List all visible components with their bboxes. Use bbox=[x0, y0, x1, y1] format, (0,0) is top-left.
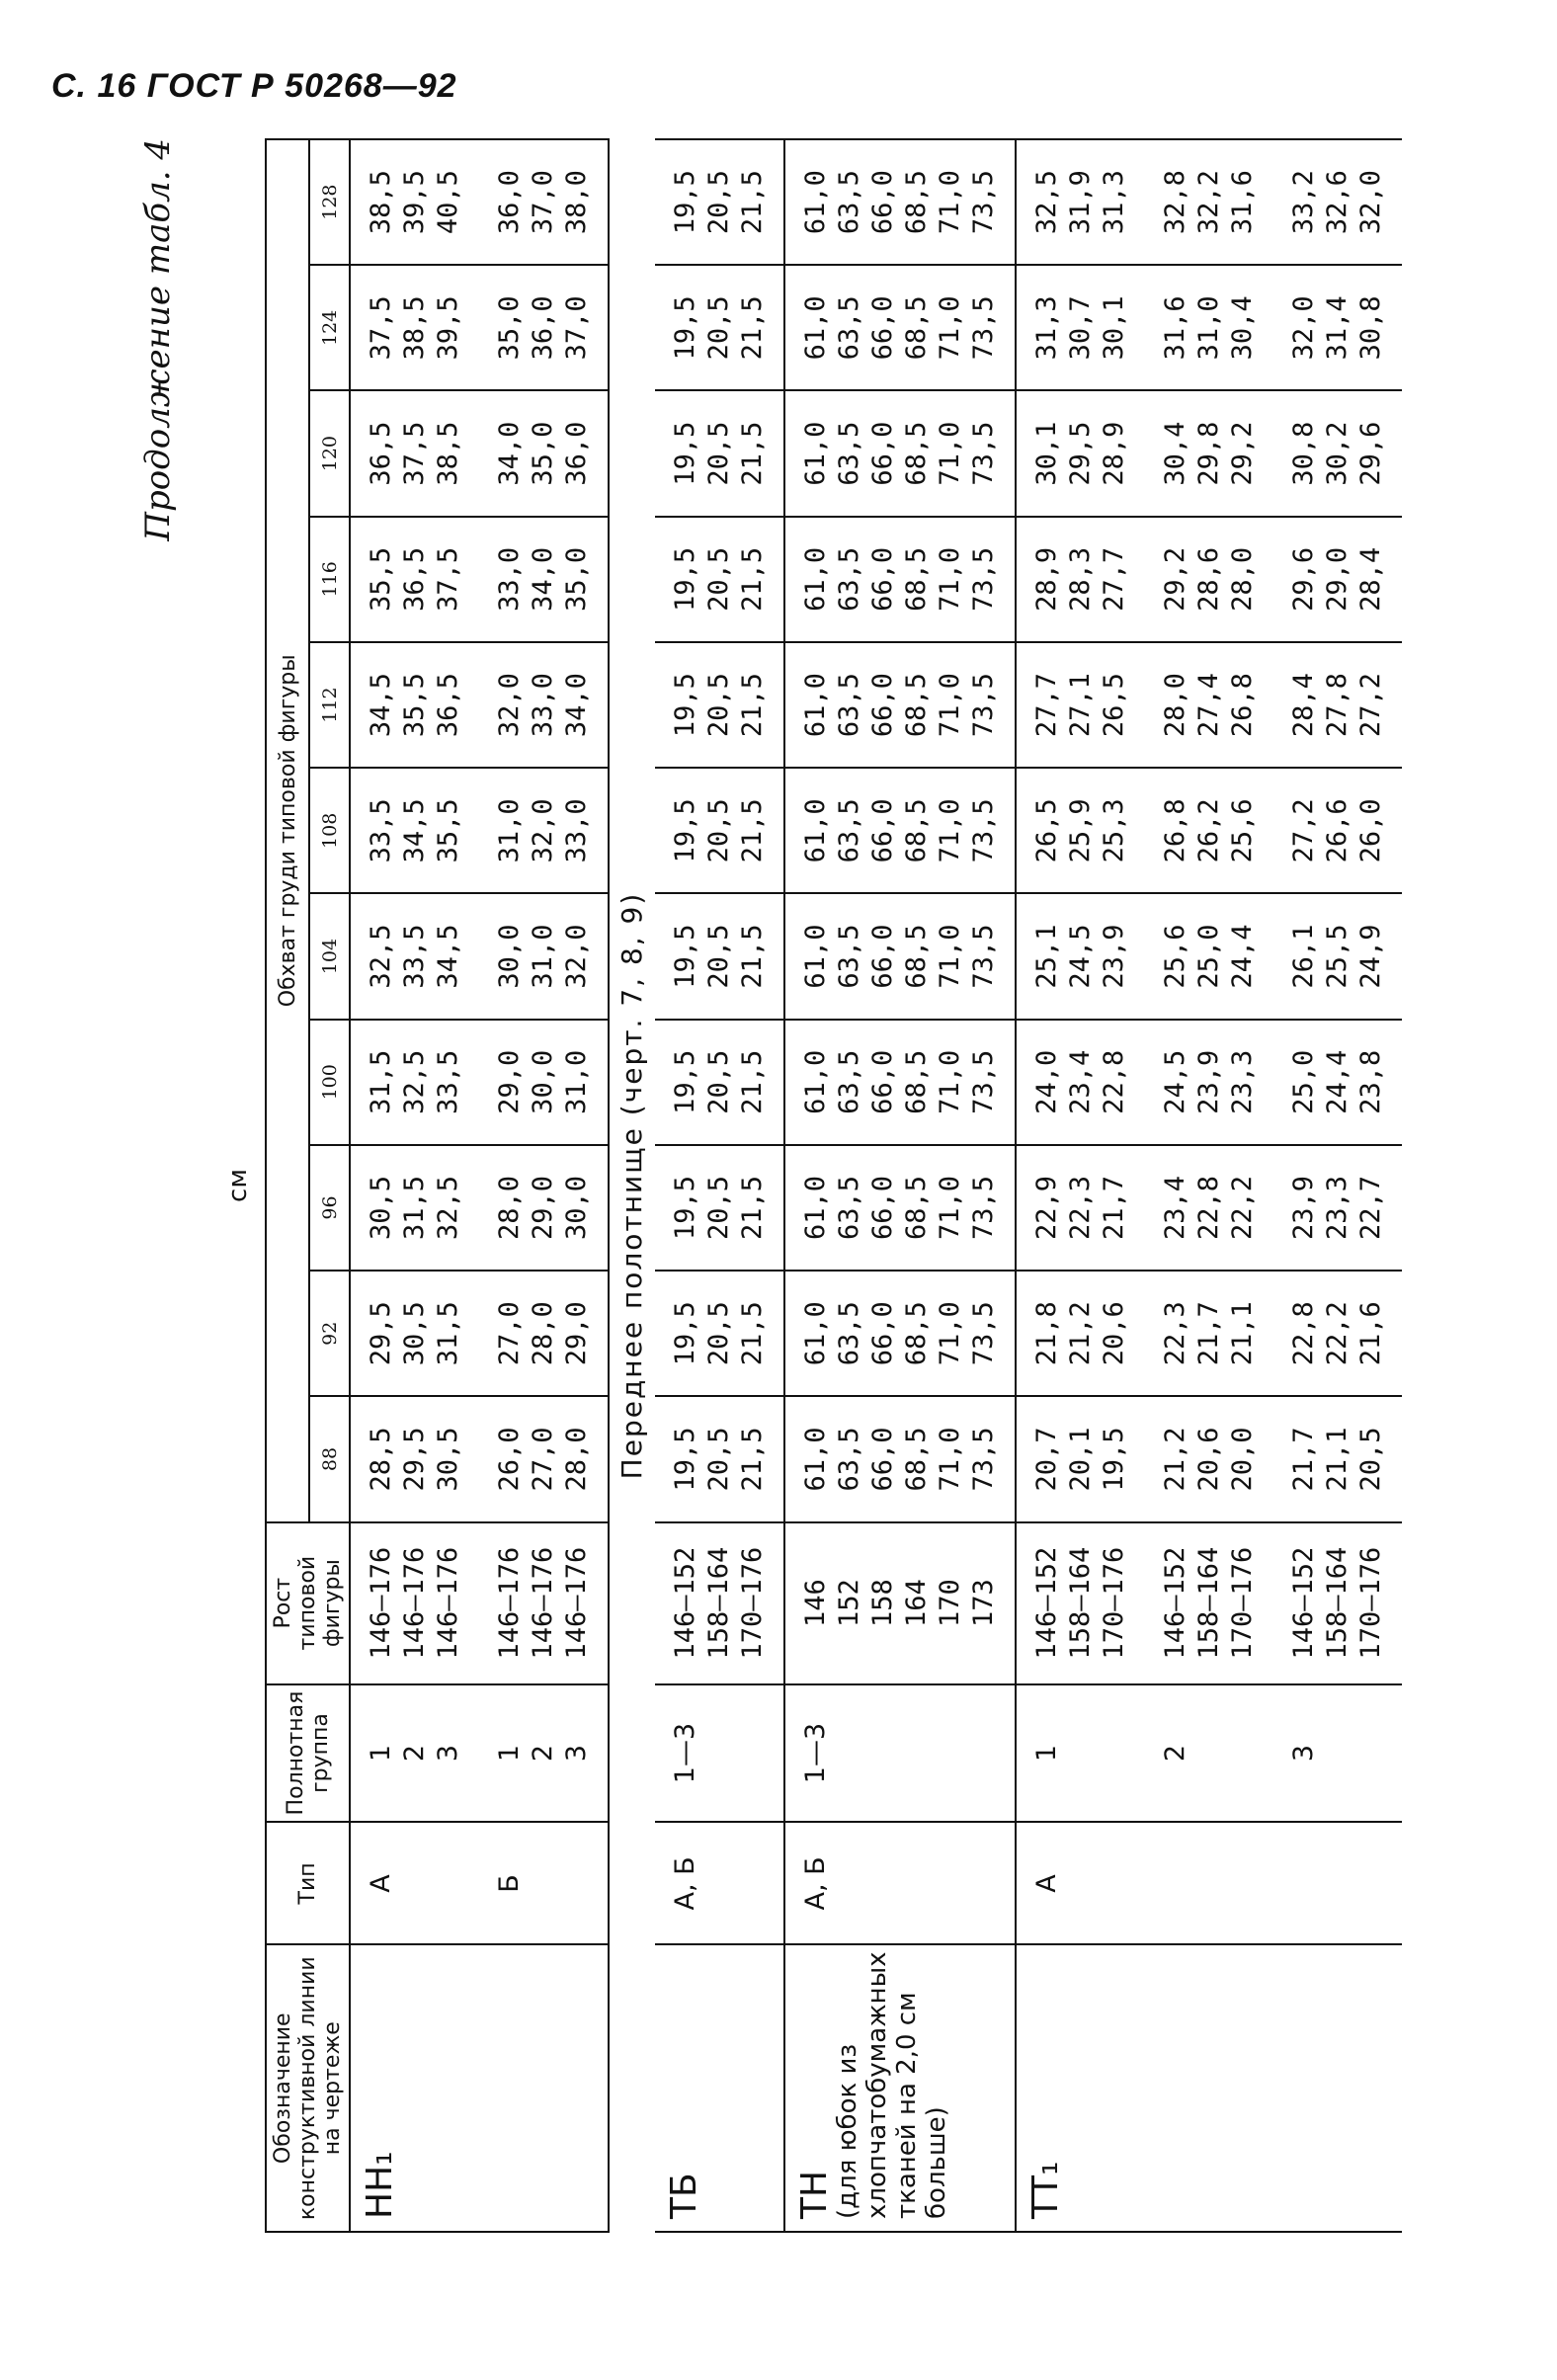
value-cell-text: 22,9 22,3 21,7 bbox=[1031, 1176, 1129, 1241]
value-cell bbox=[1145, 1396, 1273, 1521]
value-cell bbox=[784, 642, 1016, 768]
value-cell-text: 61,0 63,5 66,0 68,5 71,0 73,5 bbox=[800, 673, 999, 738]
value-cell bbox=[1016, 1396, 1145, 1521]
type-cell-text: А, Б bbox=[800, 1856, 831, 1911]
value-cell bbox=[479, 642, 609, 768]
group-cell-text: 3 bbox=[1288, 1744, 1319, 1763]
group-cell bbox=[1145, 1684, 1273, 1823]
value-cell bbox=[1145, 768, 1273, 893]
value-cell-text: 35,0 36,0 37,0 bbox=[494, 295, 592, 361]
value-cell bbox=[479, 391, 609, 517]
value-cell-text: 30,0 31,0 32,0 bbox=[494, 924, 592, 989]
value-cell bbox=[1145, 139, 1273, 265]
value-cell bbox=[655, 642, 784, 768]
value-cell-text: 36,5 37,5 38,5 bbox=[366, 421, 463, 486]
value-cell bbox=[1145, 391, 1273, 517]
table-row bbox=[350, 139, 479, 2232]
value-cell-text: 21,8 21,2 20,6 bbox=[1031, 1301, 1129, 1366]
height-cell-text: 146—152 158—164 170—176 bbox=[1288, 1546, 1386, 1660]
value-cell bbox=[1145, 642, 1273, 768]
section-title: Переднее полотнище (черт. 7, 8, 9) bbox=[609, 139, 655, 2232]
value-cell-text: 19,5 20,5 21,5 bbox=[670, 421, 768, 486]
value-cell-text: 24,5 23,9 23,3 bbox=[1160, 1049, 1258, 1114]
designation-cell-text: НН₁ bbox=[360, 2151, 400, 2219]
group-cell bbox=[1016, 1684, 1145, 1823]
value-cell bbox=[479, 893, 609, 1019]
designation-note: (для юбок из хлопчатобумажных тканей на 2,0 см больше) bbox=[833, 1951, 951, 2219]
height-cell bbox=[1273, 1522, 1402, 1684]
designation-cell bbox=[479, 1944, 609, 2232]
value-cell bbox=[1273, 1020, 1402, 1145]
value-cell bbox=[1273, 265, 1402, 390]
group-cell-text: 2 bbox=[1160, 1744, 1190, 1763]
value-cell-text: 31,5 32,5 33,5 bbox=[366, 1049, 463, 1114]
value-cell-text: 21,7 21,1 20,5 bbox=[1288, 1427, 1386, 1492]
value-cell bbox=[350, 1020, 479, 1145]
value-cell bbox=[655, 1145, 784, 1271]
table-row bbox=[1145, 139, 1273, 2232]
type-cell bbox=[350, 1822, 479, 1944]
value-cell-text: 61,0 63,5 66,0 68,5 71,0 73,5 bbox=[800, 1301, 999, 1366]
value-cell bbox=[784, 391, 1016, 517]
type-cell-text: А, Б bbox=[670, 1856, 700, 1911]
value-cell-text: 28,9 28,3 27,7 bbox=[1031, 546, 1129, 612]
header-height: Рост типовой фигуры bbox=[266, 1522, 350, 1684]
value-cell-text: 30,4 29,8 29,2 bbox=[1160, 421, 1258, 486]
value-cell bbox=[1145, 1020, 1273, 1145]
value-cell bbox=[350, 893, 479, 1019]
value-cell bbox=[655, 1020, 784, 1145]
value-cell-text: 61,0 63,5 66,0 68,5 71,0 73,5 bbox=[800, 798, 999, 863]
height-cell bbox=[1016, 1522, 1145, 1684]
value-cell bbox=[479, 1271, 609, 1396]
value-cell bbox=[655, 893, 784, 1019]
value-cell-text: 19,5 20,5 21,5 bbox=[670, 924, 768, 989]
value-cell bbox=[1145, 1271, 1273, 1396]
value-cell-text: 30,8 30,2 29,6 bbox=[1288, 421, 1386, 486]
value-cell bbox=[1273, 139, 1402, 265]
value-cell bbox=[479, 768, 609, 893]
value-cell bbox=[1016, 391, 1145, 517]
value-cell bbox=[655, 139, 784, 265]
value-cell-text: 33,2 32,6 32,0 bbox=[1288, 170, 1386, 235]
value-cell-text: 61,0 63,5 66,0 68,5 71,0 73,5 bbox=[800, 1176, 999, 1241]
group-cell-text: 1 bbox=[1031, 1744, 1062, 1763]
value-cell bbox=[784, 768, 1016, 893]
value-cell bbox=[1273, 1396, 1402, 1521]
height-cell-text: 146—152 158—164 170—176 bbox=[670, 1546, 768, 1660]
value-cell bbox=[784, 1145, 1016, 1271]
height-cell-text: 146—152 158—164 170—176 bbox=[1031, 1546, 1129, 1660]
value-cell bbox=[1273, 1271, 1402, 1396]
chest-value-header: 116 bbox=[309, 517, 350, 642]
value-cell-text: 19,5 20,5 21,5 bbox=[670, 673, 768, 738]
table-row bbox=[479, 139, 609, 2232]
value-cell-text: 25,0 24,4 23,8 bbox=[1288, 1049, 1386, 1114]
value-cell bbox=[479, 1396, 609, 1521]
table-row bbox=[784, 139, 1016, 2232]
value-cell-text: 22,3 21,7 21,1 bbox=[1160, 1301, 1258, 1366]
value-cell bbox=[1016, 642, 1145, 768]
value-cell bbox=[1273, 768, 1402, 893]
type-cell-text: Б bbox=[494, 1874, 525, 1893]
value-cell bbox=[1273, 517, 1402, 642]
group-cell bbox=[1273, 1684, 1402, 1823]
value-cell-text: 27,7 27,1 26,5 bbox=[1031, 673, 1129, 738]
value-cell-text: 19,5 20,5 21,5 bbox=[670, 1301, 768, 1366]
value-cell-text: 61,0 63,5 66,0 68,5 71,0 73,5 bbox=[800, 421, 999, 486]
chest-value-header: 96 bbox=[309, 1145, 350, 1271]
value-cell bbox=[784, 517, 1016, 642]
value-cell bbox=[655, 265, 784, 390]
header-type: Тип bbox=[266, 1822, 350, 1944]
group-cell bbox=[784, 1684, 1016, 1823]
height-cell bbox=[1145, 1522, 1273, 1684]
height-cell-text: 146—152 158—164 170—176 bbox=[1160, 1546, 1258, 1660]
height-cell bbox=[350, 1522, 479, 1684]
value-cell-text: 30,1 29,5 28,9 bbox=[1031, 421, 1129, 486]
value-cell-text: 31,0 32,0 33,0 bbox=[494, 798, 592, 863]
group-cell-text: 1—3 bbox=[670, 1722, 700, 1784]
value-cell bbox=[350, 1145, 479, 1271]
page-header: С. 16 ГОСТ Р 50268—92 bbox=[51, 67, 457, 105]
value-cell-text: 27,2 26,6 26,0 bbox=[1288, 798, 1386, 863]
value-cell-text: 19,5 20,5 21,5 bbox=[670, 798, 768, 863]
value-cell-text: 32,8 32,2 31,6 bbox=[1160, 170, 1258, 235]
value-cell bbox=[479, 1020, 609, 1145]
chest-value-header: 128 bbox=[309, 139, 350, 265]
value-cell bbox=[655, 517, 784, 642]
value-cell-text: 61,0 63,5 66,0 68,5 71,0 73,5 bbox=[800, 295, 999, 361]
value-cell bbox=[350, 517, 479, 642]
group-cell bbox=[350, 1684, 479, 1823]
value-cell-text: 32,0 31,4 30,8 bbox=[1288, 295, 1386, 361]
value-cell bbox=[1145, 265, 1273, 390]
rotated-table-area bbox=[138, 138, 1492, 2233]
chest-value-header: 88 bbox=[309, 1396, 350, 1521]
value-cell-text: 31,3 30,7 30,1 bbox=[1031, 295, 1129, 361]
value-cell-text: 20,7 20,1 19,5 bbox=[1031, 1427, 1129, 1492]
data-table bbox=[265, 138, 1402, 2233]
chest-value-header: 112 bbox=[309, 642, 350, 768]
value-cell bbox=[350, 265, 479, 390]
value-cell bbox=[655, 391, 784, 517]
header-designation: Обозначение конструктивной линии на чертеже bbox=[266, 1944, 350, 2232]
type-cell bbox=[655, 1822, 784, 1944]
value-cell bbox=[350, 1271, 479, 1396]
value-cell bbox=[1016, 1020, 1145, 1145]
type-cell bbox=[1273, 1822, 1402, 1944]
type-cell bbox=[1016, 1822, 1145, 1944]
value-cell bbox=[350, 768, 479, 893]
value-cell-text: 30,5 31,5 32,5 bbox=[366, 1176, 463, 1241]
value-cell bbox=[784, 1020, 1016, 1145]
value-cell-text: 61,0 63,5 66,0 68,5 71,0 73,5 bbox=[800, 170, 999, 235]
value-cell bbox=[1273, 893, 1402, 1019]
value-cell-text: 35,5 36,5 37,5 bbox=[366, 546, 463, 612]
value-cell bbox=[1016, 893, 1145, 1019]
type-cell-text: А bbox=[1031, 1874, 1062, 1893]
value-cell bbox=[1016, 265, 1145, 390]
height-cell-text: 146—176 146—176 146—176 bbox=[494, 1546, 592, 1660]
group-cell bbox=[655, 1684, 784, 1823]
value-cell-text: 22,8 22,2 21,6 bbox=[1288, 1301, 1386, 1366]
value-cell bbox=[350, 642, 479, 768]
height-cell-text: 146—176 146—176 146—176 bbox=[366, 1546, 463, 1660]
value-cell bbox=[350, 139, 479, 265]
value-cell-text: 26,5 25,9 25,3 bbox=[1031, 798, 1129, 863]
value-cell bbox=[784, 1396, 1016, 1521]
unit-label: см bbox=[223, 1169, 253, 1202]
value-cell-text: 33,0 34,0 35,0 bbox=[494, 546, 592, 612]
value-cell bbox=[350, 1396, 479, 1521]
value-cell bbox=[479, 1145, 609, 1271]
value-cell-text: 19,5 20,5 21,5 bbox=[670, 170, 768, 235]
value-cell bbox=[350, 391, 479, 517]
value-cell-text: 61,0 63,5 66,0 68,5 71,0 73,5 bbox=[800, 546, 999, 612]
type-cell bbox=[1145, 1822, 1273, 1944]
value-cell-text: 21,2 20,6 20,0 bbox=[1160, 1427, 1258, 1492]
value-cell-text: 19,5 20,5 21,5 bbox=[670, 1049, 768, 1114]
designation-cell-text: ТБ bbox=[664, 2173, 704, 2219]
value-cell bbox=[479, 139, 609, 265]
value-cell bbox=[1145, 1145, 1273, 1271]
chest-value-header: 124 bbox=[309, 265, 350, 390]
continuation-label: Продолжение табл. 4 bbox=[138, 138, 178, 541]
designation-cell bbox=[1016, 1944, 1145, 2232]
value-cell bbox=[479, 265, 609, 390]
value-cell-text: 24,0 23,4 22,8 bbox=[1031, 1049, 1129, 1114]
value-cell-text: 37,5 38,5 39,5 bbox=[366, 295, 463, 361]
designation-cell-text: ТТ₁ bbox=[1025, 2161, 1066, 2219]
group-cell-text: 1 2 3 bbox=[366, 1744, 463, 1763]
type-cell bbox=[784, 1822, 1016, 1944]
value-cell bbox=[784, 1271, 1016, 1396]
value-cell bbox=[784, 139, 1016, 265]
value-cell bbox=[655, 1271, 784, 1396]
value-cell-text: 31,6 31,0 30,4 bbox=[1160, 295, 1258, 361]
value-cell bbox=[1273, 1145, 1402, 1271]
designation-cell bbox=[350, 1944, 479, 2232]
designation-cell-text: ТН bbox=[794, 2170, 835, 2219]
value-cell-text: 19,5 20,5 21,5 bbox=[670, 546, 768, 612]
height-cell-text: 146 152 158 164 170 173 bbox=[800, 1579, 999, 1627]
chest-value-header: 100 bbox=[309, 1020, 350, 1145]
value-cell-text: 25,6 25,0 24,4 bbox=[1160, 924, 1258, 989]
value-cell-text: 34,0 35,0 36,0 bbox=[494, 421, 592, 486]
designation-cell bbox=[784, 1944, 1016, 2232]
table-row bbox=[655, 139, 784, 2232]
value-cell-text: 19,5 20,5 21,5 bbox=[670, 1427, 768, 1492]
value-cell bbox=[479, 517, 609, 642]
designation-cell bbox=[1273, 1944, 1402, 2232]
table-body bbox=[350, 139, 1402, 2232]
group-cell bbox=[479, 1684, 609, 1823]
value-cell-text: 23,9 23,3 22,7 bbox=[1288, 1176, 1386, 1241]
type-cell bbox=[479, 1822, 609, 1944]
height-cell bbox=[655, 1522, 784, 1684]
group-cell-text: 1 2 3 bbox=[494, 1744, 592, 1763]
value-cell-text: 28,0 29,0 30,0 bbox=[494, 1176, 592, 1241]
designation-cell bbox=[655, 1944, 784, 2232]
value-cell-text: 61,0 63,5 66,0 68,5 71,0 73,5 bbox=[800, 924, 999, 989]
value-cell-text: 26,8 26,2 25,6 bbox=[1160, 798, 1258, 863]
value-cell bbox=[1145, 893, 1273, 1019]
value-cell bbox=[655, 1396, 784, 1521]
value-cell-text: 32,5 31,9 31,3 bbox=[1031, 170, 1129, 235]
value-cell-text: 34,5 35,5 36,5 bbox=[366, 673, 463, 738]
type-cell-text: А bbox=[366, 1874, 396, 1893]
value-cell-text: 25,1 24,5 23,9 bbox=[1031, 924, 1129, 989]
table-row bbox=[1016, 139, 1145, 2232]
group-cell-text: 1—3 bbox=[800, 1722, 831, 1784]
height-cell bbox=[479, 1522, 609, 1684]
value-cell-text: 23,4 22,8 22,2 bbox=[1160, 1176, 1258, 1241]
value-cell-text: 26,0 27,0 28,0 bbox=[494, 1427, 592, 1492]
value-cell bbox=[1273, 391, 1402, 517]
value-cell-text: 61,0 63,5 66,0 68,5 71,0 73,5 bbox=[800, 1427, 999, 1492]
value-cell-text: 28,5 29,5 30,5 bbox=[366, 1427, 463, 1492]
value-cell-text: 38,5 39,5 40,5 bbox=[366, 170, 463, 235]
chest-value-header: 104 bbox=[309, 893, 350, 1019]
value-cell-text: 29,6 29,0 28,4 bbox=[1288, 546, 1386, 612]
value-cell-text: 36,0 37,0 38,0 bbox=[494, 170, 592, 235]
value-cell-text: 28,4 27,8 27,2 bbox=[1288, 673, 1386, 738]
value-cell-text: 32,5 33,5 34,5 bbox=[366, 924, 463, 989]
value-cell-text: 33,5 34,5 35,5 bbox=[366, 798, 463, 863]
value-cell-text: 26,1 25,5 24,9 bbox=[1288, 924, 1386, 989]
value-cell-text: 28,0 27,4 26,8 bbox=[1160, 673, 1258, 738]
value-cell-text: 19,5 20,5 21,5 bbox=[670, 295, 768, 361]
value-cell bbox=[1016, 1271, 1145, 1396]
value-cell bbox=[1016, 1145, 1145, 1271]
value-cell-text: 29,2 28,6 28,0 bbox=[1160, 546, 1258, 612]
table-row bbox=[1273, 139, 1402, 2232]
value-cell bbox=[1145, 517, 1273, 642]
value-cell-text: 32,0 33,0 34,0 bbox=[494, 673, 592, 738]
chest-value-header: 120 bbox=[309, 391, 350, 517]
value-cell bbox=[784, 265, 1016, 390]
value-cell bbox=[784, 893, 1016, 1019]
value-cell-text: 29,0 30,0 31,0 bbox=[494, 1049, 592, 1114]
chest-value-header: 108 bbox=[309, 768, 350, 893]
value-cell bbox=[1273, 642, 1402, 768]
header-group: Полнотная группа bbox=[266, 1684, 350, 1823]
value-cell bbox=[1016, 768, 1145, 893]
value-cell-text: 27,0 28,0 29,0 bbox=[494, 1301, 592, 1366]
value-cell-text: 19,5 20,5 21,5 bbox=[670, 1176, 768, 1241]
designation-cell bbox=[1145, 1944, 1273, 2232]
value-cell bbox=[1016, 139, 1145, 265]
section-row bbox=[609, 139, 655, 2232]
chest-value-header: 92 bbox=[309, 1271, 350, 1396]
height-cell bbox=[784, 1522, 1016, 1684]
header-chest: Обхват груди типовой фигуры bbox=[266, 139, 309, 1522]
value-cell bbox=[1016, 517, 1145, 642]
value-cell-text: 29,5 30,5 31,5 bbox=[366, 1301, 463, 1366]
value-cell bbox=[655, 768, 784, 893]
value-cell-text: 61,0 63,5 66,0 68,5 71,0 73,5 bbox=[800, 1049, 999, 1114]
